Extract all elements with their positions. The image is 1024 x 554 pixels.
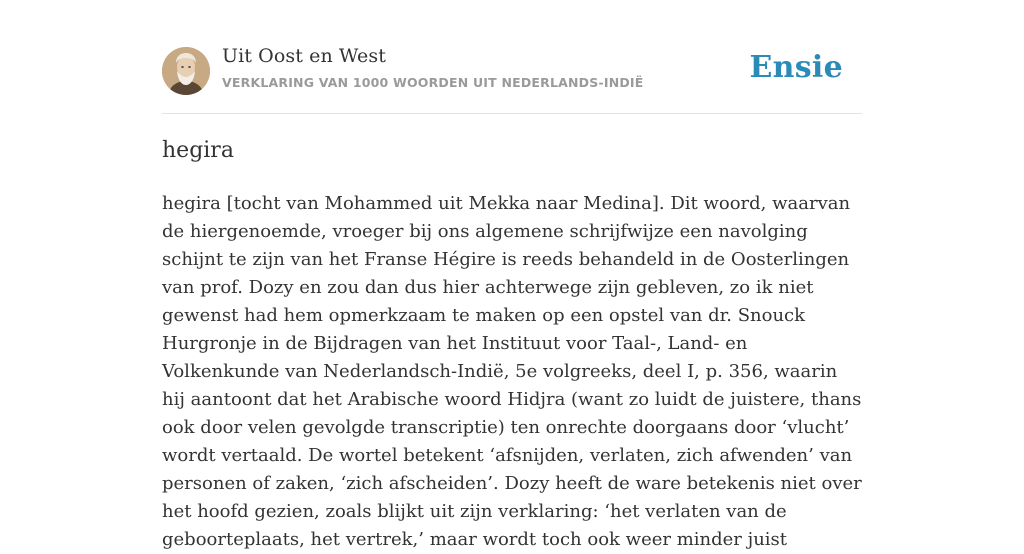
entry-headword: hegira [162, 138, 234, 163]
source-header [162, 0, 862, 114]
page [162, 0, 862, 550]
source-subtitle: VERKLARING VAN 1000 WOORDEN UIT NEDERLANDS-INDIË [222, 75, 644, 90]
source-title[interactable]: Uit Oost en West [222, 45, 386, 67]
ensie-logo-link[interactable]: Ensie [749, 50, 843, 85]
entry-definition-text: hegira [tocht van Mohammed uit Mekka naar Medina]. Dit woord, waarvan de hiergenoemde, vroeger bij ons algemene schrijfwijze een navolging schijnt te zijn van het Franse Hégire is reeds behandeld in de Oosterlingen van prof. Dozy en zou dan dus hier achterwege zijn gebleven, zo ik niet gewenst had hem opmerkzaam te maken op een opstel van dr. Snouck Hurgronje in de Bijdragen van het Instituut voor Taal-, Land- en Volkenkunde van Nederlandsch-Indië, 5e volgreeks, deel I, p. 356, waarin hij aantoont dat het Arabische woord Hidjra (want zo luidt de juistere, thans ook door velen gevolgde transcriptie) ten onrechte doorgaans door ‘vlucht’ wordt vertaald. De wortel betekent ‘afsnijden, verlaten, zich afwenden’ van personen of zaken, ‘zich afscheiden’. Dozy heeft de ware betekenis niet over het hoofd gezien, zoals blijkt uit zijn verklaring: ‘het verlaten van de geboorteplaats, het vertrek,’ maar wordt toch ook weer minder juist [162, 193, 862, 550]
author-portrait-avatar[interactable] [162, 47, 210, 95]
